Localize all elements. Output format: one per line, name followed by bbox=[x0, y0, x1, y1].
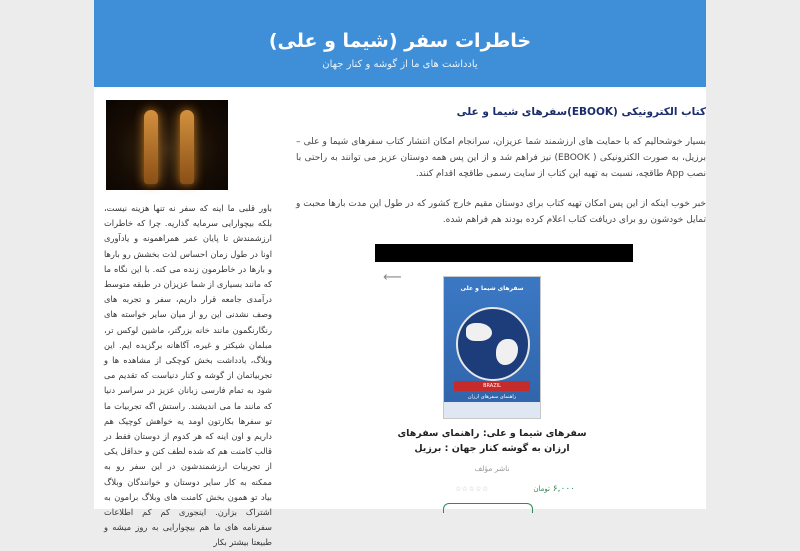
site-header bbox=[94, 0, 706, 87]
app-screenshot bbox=[375, 244, 633, 509]
sidebar-photo bbox=[106, 100, 228, 190]
status-bar bbox=[375, 244, 633, 262]
globe-icon bbox=[456, 307, 530, 381]
cover-title: سفرهای شیما و علی bbox=[460, 285, 524, 292]
statue-figure bbox=[180, 110, 194, 184]
star-rating-icon: ☆☆☆☆☆ bbox=[455, 485, 489, 493]
post-title-link[interactable]: کتاب الکترونیکی (EBOOK)سفرهای شیما و علی bbox=[456, 106, 706, 118]
main-content bbox=[296, 100, 706, 228]
page bbox=[94, 0, 707, 548]
site-title[interactable]: خاطرات سفر (شیما و علی) bbox=[268, 30, 532, 52]
buy-button[interactable] bbox=[443, 503, 533, 513]
book-cover[interactable] bbox=[443, 276, 541, 419]
cover-footer bbox=[444, 402, 540, 418]
post-paragraph: بسیار خوشحالیم که با حمایت های ارزشمند شما عزیزان، سرانجام امکان انتشار کتاب سفرهای شیما و علی – برزیل، به صورت الکترونیکی ( EBOOK) نیز فراهم شد و از این پس همه دوستان عزیز می توانند به راحتی با نصب App طاقچه، نسبت به تهیه این کتاب از سایت رسمی طاقچه اقدام کنند. bbox=[296, 137, 707, 179]
site-tagline: یادداشت های ما از گوشه و کنار جهان bbox=[322, 59, 478, 70]
statue-figure bbox=[144, 110, 158, 184]
currency-label: تومان bbox=[533, 485, 550, 493]
cover-banner: BRAZIL bbox=[454, 381, 530, 391]
publisher-label: ناشر مؤلف bbox=[474, 464, 510, 473]
post-title bbox=[296, 106, 706, 118]
sidebar-about-text: باور قلبی ما اینه که سفر نه تنها هزینه نیست، بلکه بیچوارایی سرمایه گذاریه. چرا که خاطرات ارزشمندش تا پایان عمر همراهمونه و یادآوری اونا در طول زمان احساس لذت بخشش رو بارها و بارها در خاطرمون زنده می کنه. با این نگاه ما که مانند بسیاری از شما عزیزان در طبقه متوسط درآمدی جامعه قرار داریم، سفر و تجربه های وصف نشدنی این رو از میان سایر خواسته های رنگارنگمون مانند خانه بزرگتر، ماشین لوکس تر، مبلمان شیکتر و غیره، آگاهانه برگزیده ایم. این وبلاگ، یادداشت بخش کوچکی از مشاهده ها و تجربیاتمان از گوشه و کنار دنیاست که تقدیم می شود به تمام فارسی زبانان عزیز در سراسر دنیا که مانند ما می اندیشند. راستش اگه تجربیات ما تو سفرها بکارتون اومد یه خواهش کوچیک هم داریم و اون اینه که هر کدوم از دوستان فقط در قالب کامنت هم که شده لطف کنن و حداقل یکی از تجربیات ارزشمندشون در این سفر رو به ممکنه به کار سایر دوستان و خوانندگان وبلاگ بیاد تو همون بخش کامنت های وبلاگ برامون به اشتراک بزارن. اینجوری کم کم اطلاعات سفرنامه های ما هم بیچوارایی به روز میشه و طبیعتا بیشتر بکار bbox=[104, 203, 272, 548]
price-row bbox=[455, 484, 575, 498]
price bbox=[533, 484, 575, 494]
arrow-left-icon[interactable]: ⟵ bbox=[383, 270, 402, 285]
book-title: سفرهای شیما و علی: راهنمای سفرهای ارزان به گوشه کنار جهان : برزیل bbox=[397, 428, 587, 454]
price-value: ۶,۰۰۰ bbox=[552, 484, 575, 494]
cover-subtitle: راهنمای سفرهای ارزان bbox=[467, 394, 517, 400]
post-paragraph: خبر خوب اینکه از این پس امکان تهیه کتاب برای دوستان مقیم خارج کشور که در طول این مدت بارها محبت و تمایل خودشون رو برای دریافت کتاب اعلام کرده بودند هم فراهم شده. bbox=[296, 199, 706, 225]
